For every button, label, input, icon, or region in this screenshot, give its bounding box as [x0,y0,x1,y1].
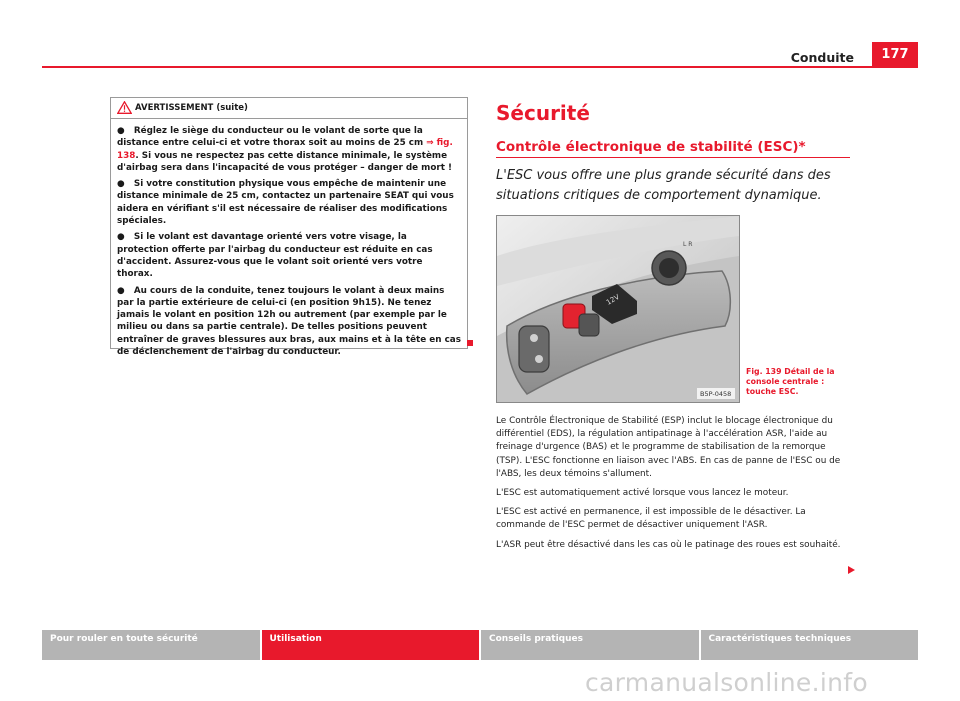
section-title: Conduite [790,50,854,65]
console-illustration [497,216,739,402]
warning-item: ● Si le volant est davantage orienté vers votre visage, la protection offerte par l'airbag du conducteur est réduite en cas d'accident. Assurez-vous que le volant soit orienté vers votre thorax. [117,232,433,280]
figure-link[interactable]: ⇒ fig. 138 [117,138,453,161]
end-of-section-marker [467,340,473,346]
warning-body [111,119,467,358]
warning-item: ● Au cours de la conduite, tenez toujours le volant à deux mains par la partie extérieure de celui-ci (en position 9h15). Ne tenez jamais le volant en position 12h ou autrement (par exemple par le milieu ou dans sa partie centrale). De telles positions peuvent entraîner de graves blessures aux bras, aux mains et à la tête en cas de déclenchement de l'airbag du conducteur. [117,285,461,358]
svg-text:12V: 12V [605,292,621,307]
figure-code: B5P-0458 [700,390,732,398]
svg-text:L R: L R [683,241,693,248]
warning-box [110,97,468,358]
subheading-rule [496,157,850,158]
warning-header [111,98,467,119]
body-text [496,415,852,558]
tab-technical-specs[interactable]: Caractéristiques techniques [701,630,919,660]
footer-nav [42,630,918,660]
tab-safety[interactable]: Pour rouler en toute sécurité [42,630,260,660]
watermark: carmanualsonline.info [585,668,868,697]
subheading: Contrôle électronique de stabilité (ESC)* [496,139,806,155]
page-heading: Sécurité [496,101,590,125]
tab-practical-tips[interactable]: Conseils pratiques [481,630,699,660]
figure-caption: Fig. 139 Détail de la console centrale : touche ESC. [746,367,835,396]
continue-arrow-icon [848,566,855,574]
lead-text: L'ESC vous offre une plus grande sécurité dans des situations critiques de comportement dynamique. [496,168,831,203]
page-number: 177 [872,42,918,67]
warning-title: AVERTISSEMENT (suite) [135,103,248,113]
tab-usage[interactable]: Utilisation [262,630,480,660]
warning-triangle-icon [117,101,132,114]
paragraph: L'ESC est automatiquement activé lorsque vous lancez le moteur. [496,488,789,499]
figure-console-image [496,215,740,403]
warning-item: ● Si votre constitution physique vous empêche de maintenir une distance minimale de 25 cm, contactez un partenaire SEAT qui vous aidera en vérifiant s'il est nécessaire de réaliser des modifications spéciales. [117,179,454,227]
paragraph: L'ESC est activé en permanence, il est impossible de le désactiver. La commande de l'ESC permet de désactiver uniquement l'ASR. [496,507,806,531]
warning-item: ● Réglez le siège du conducteur ou le volant de sorte que la distance entre celui-ci et votre thorax soit au moins de 25 cm ⇒ fig. 138. Si vous ne respectez pas cette distance minimale, le système d'airbag sera dans l'incapacité de vous protéger – danger de mort ! [117,126,453,173]
paragraph: Le Contrôle Électronique de Stabilité (ESP) inclut le blocage électronique du différentiel (EDS), la régulation antipatinage à l'accélération ASR, l'aide au freinage d'urgence (BAS) et le programme de stabilisation de la remorque (TSP). L'ESC fonctionne en liaison avec l'ABS. En cas de panne de l'ESC ou de l'ABS, les deux témoins s'allument. [496,416,841,479]
paragraph: L'ASR peut être désactivé dans les cas où le patinage des roues est souhaité. [496,539,841,550]
header-rule [42,66,918,68]
